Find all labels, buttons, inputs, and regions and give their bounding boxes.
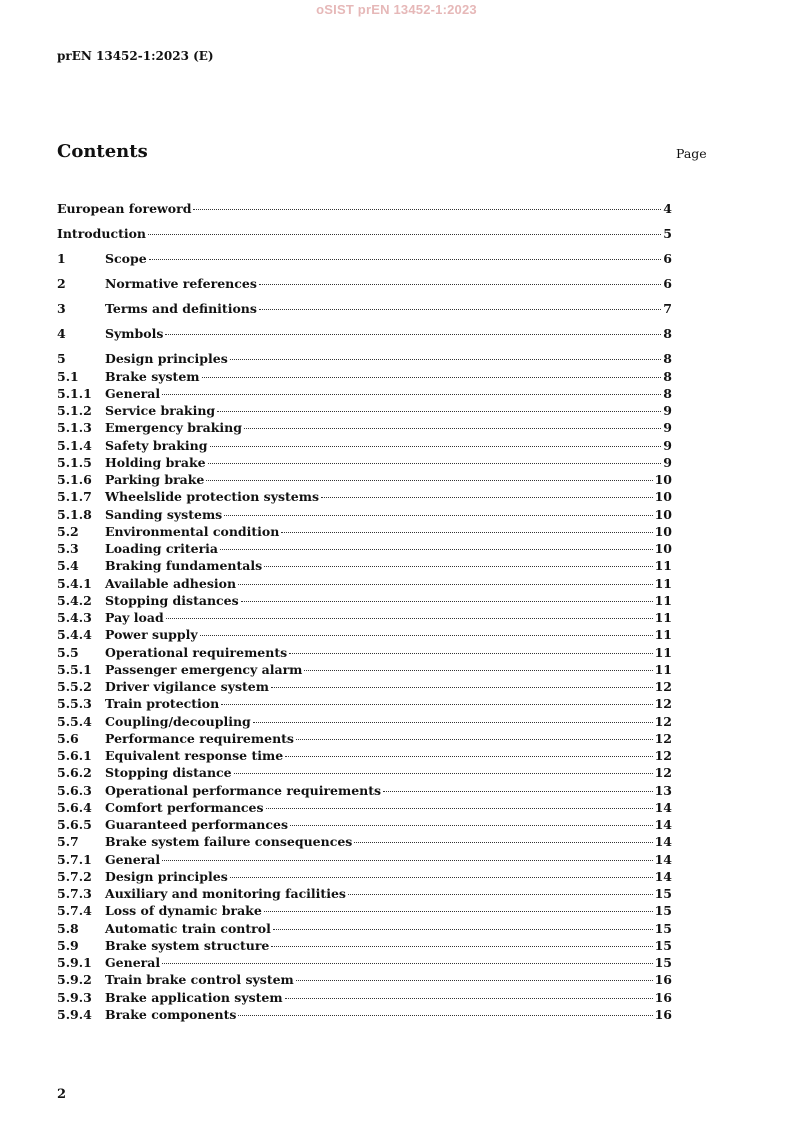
toc-entry-title: Service braking	[105, 403, 216, 419]
toc-entry[interactable]	[57, 557, 672, 574]
toc-entry[interactable]	[57, 678, 672, 695]
toc-entry-page: 9	[663, 420, 672, 436]
toc-dot-leader	[285, 755, 652, 757]
toc-entry[interactable]	[57, 644, 672, 661]
toc-entry[interactable]	[57, 350, 672, 367]
toc-entry-title: Passenger emergency alarm	[105, 661, 303, 677]
toc-entry-title: Environmental condition	[105, 523, 280, 539]
toc-dot-leader	[238, 1014, 652, 1016]
toc-entry-page: 14	[654, 799, 672, 815]
toc-entry[interactable]	[57, 368, 672, 385]
toc-entry[interactable]	[57, 713, 672, 730]
toc-entry-number: 5.7	[57, 834, 79, 850]
toc-entry[interactable]	[57, 902, 672, 919]
toc-dot-leader	[148, 233, 661, 235]
toc-entry-number: 5	[57, 351, 66, 367]
toc-entry-title: Power supply	[105, 627, 198, 643]
toc-entry-page: 12	[654, 713, 672, 729]
toc-entry-page: 10	[654, 523, 672, 539]
toc-entry[interactable]	[57, 885, 672, 902]
toc-entry-page: 10	[654, 506, 672, 522]
toc-entry[interactable]	[57, 250, 672, 267]
toc-entry-page: 11	[654, 575, 672, 591]
toc-entry-page: 12	[654, 679, 672, 695]
toc-entry[interactable]	[57, 833, 672, 850]
toc-entry-title: Brake system structure	[105, 937, 270, 953]
toc-entry[interactable]	[57, 300, 672, 317]
toc-entry-number: 5.1.2	[57, 403, 92, 419]
toc-entry-number: 5.9.4	[57, 1006, 92, 1022]
toc-entry-title: Brake system failure consequences	[105, 834, 353, 850]
toc-entry-title: Braking fundamentals	[105, 558, 263, 574]
toc-dot-leader	[321, 496, 653, 498]
toc-entry-title: Stopping distances	[105, 592, 239, 608]
toc-dot-leader	[271, 686, 653, 688]
document-id: prEN 13452-1:2023 (E)	[57, 49, 214, 63]
toc-entry-number: 5.1.1	[57, 385, 92, 401]
toc-entry-title: Performance requirements	[105, 730, 294, 746]
toc-dot-leader	[149, 258, 662, 260]
toc-entry-number: 5.7.1	[57, 851, 92, 867]
toc-entry-title: Brake application system	[105, 989, 283, 1005]
toc-entry[interactable]	[57, 782, 672, 799]
toc-entry-page: 10	[654, 472, 672, 488]
toc-entry-page: 15	[654, 920, 672, 936]
toc-entry-title: Auxiliary and monitoring facilities	[105, 886, 346, 902]
toc-entry[interactable]	[57, 868, 672, 885]
toc-dot-leader	[289, 652, 652, 654]
toc-entry-number: 5.1	[57, 368, 79, 384]
toc-entry-title: Loading criteria	[105, 541, 219, 557]
toc-entry[interactable]	[57, 488, 672, 505]
toc-entry-number: 5.1.7	[57, 489, 92, 505]
toc-entry-number: 5.9.3	[57, 989, 92, 1005]
toc-entry-page: 15	[654, 886, 672, 902]
toc-entry-page: 8	[663, 368, 672, 384]
toc-entry-page: 11	[654, 661, 672, 677]
toc-entry[interactable]	[57, 540, 672, 557]
toc-entry[interactable]	[57, 626, 672, 643]
toc-entry-page: 12	[654, 730, 672, 746]
toc-entry-number: 4	[57, 326, 66, 342]
toc-entry-page: 14	[654, 817, 672, 833]
toc-dot-leader	[206, 479, 652, 481]
toc-entry-number: 2	[57, 276, 66, 292]
toc-entry-page: 11	[654, 610, 672, 626]
toc-entry-page: 8	[663, 351, 672, 367]
toc-entry-title: Introduction	[57, 226, 147, 242]
toc-entry-page: 8	[663, 385, 672, 401]
toc-entry-number: 5.6.4	[57, 799, 92, 815]
toc-entry-page: 6	[663, 251, 672, 267]
table-of-contents	[57, 200, 672, 1023]
toc-entry[interactable]	[57, 575, 672, 592]
toc-entry-title: Stopping distance	[105, 765, 232, 781]
toc-dot-leader	[234, 772, 653, 774]
toc-dot-leader	[354, 841, 652, 843]
toc-dot-leader	[208, 462, 662, 464]
toc-entry-number: 5.4.4	[57, 627, 92, 643]
toc-dot-leader	[304, 669, 652, 671]
toc-entry-title: Pay load	[105, 610, 164, 626]
toc-entry-number: 5.9.1	[57, 955, 92, 971]
toc-dot-leader	[264, 565, 652, 567]
toc-entry[interactable]	[57, 764, 672, 781]
toc-entry[interactable]	[57, 661, 672, 678]
toc-dot-leader	[200, 634, 653, 636]
toc-entry-number: 3	[57, 301, 66, 317]
toc-dot-leader	[264, 910, 653, 912]
toc-entry-title: Guaranteed performances	[105, 817, 289, 833]
toc-entry-title: European foreword	[57, 201, 192, 216]
toc-entry-title: Terms and definitions	[105, 301, 257, 317]
toc-entry[interactable]	[57, 1006, 672, 1023]
toc-entry-title: Comfort performances	[105, 799, 264, 815]
toc-entry-title: Symbols	[105, 326, 164, 342]
toc-entry-title: Safety braking	[105, 437, 208, 453]
toc-dot-leader	[165, 333, 661, 335]
toc-entry-title: Coupling/decoupling	[105, 713, 251, 729]
toc-entry-page: 9	[663, 454, 672, 470]
toc-dot-leader	[220, 548, 653, 550]
toc-entry-page: 16	[654, 972, 672, 988]
toc-entry-title: Operational requirements	[105, 644, 288, 660]
toc-entry[interactable]	[57, 695, 672, 712]
toc-dot-leader	[296, 979, 653, 981]
toc-dot-leader	[383, 790, 653, 792]
toc-entry-page: 6	[663, 276, 672, 292]
toc-entry-title: Design principles	[105, 868, 228, 884]
toc-entry[interactable]	[57, 402, 672, 419]
toc-entry-number: 5.6	[57, 730, 79, 746]
toc-entry-page: 15	[654, 955, 672, 971]
toc-dot-leader	[266, 807, 653, 809]
toc-entry-title: Normative references	[105, 276, 257, 292]
toc-entry-number: 5.9	[57, 937, 79, 953]
toc-dot-leader	[224, 514, 652, 516]
toc-entry-number: 5.5.1	[57, 661, 92, 677]
toc-entry-number: 5.5.3	[57, 696, 92, 712]
toc-entry-title: Emergency braking	[105, 420, 242, 436]
toc-entry-page: 12	[654, 748, 672, 764]
toc-entry[interactable]	[57, 816, 672, 833]
toc-dot-leader	[162, 393, 661, 395]
toc-entry[interactable]	[57, 730, 672, 747]
toc-entry-number: 5.2	[57, 523, 79, 539]
toc-entry-title: Loss of dynamic brake	[105, 903, 262, 919]
toc-entry-page: 9	[663, 437, 672, 453]
toc-dot-leader	[210, 445, 662, 447]
toc-dot-leader	[221, 703, 652, 705]
toc-dot-leader	[162, 962, 652, 964]
toc-dot-leader	[193, 208, 661, 210]
toc-entry-title: Equivalent response time	[105, 748, 284, 764]
toc-entry-number: 5.7.3	[57, 886, 92, 902]
footer-page-number: 2	[57, 1087, 67, 1102]
toc-entry-page: 14	[654, 868, 672, 884]
toc-entry-title: Driver vigilance system	[105, 679, 269, 695]
toc-entry-number: 5.5.4	[57, 713, 92, 729]
toc-entry-number: 5.7.4	[57, 903, 92, 919]
toc-entry-number: 5.4	[57, 558, 79, 574]
toc-entry-page: 15	[654, 937, 672, 953]
toc-entry[interactable]	[57, 971, 672, 988]
toc-entry-page: 8	[663, 326, 672, 342]
toc-entry-title: Operational performance requirements	[105, 782, 382, 798]
toc-entry-page: 15	[654, 903, 672, 919]
toc-entry-number: 5.1.5	[57, 454, 92, 470]
toc-dot-leader	[202, 376, 662, 378]
toc-entry-page: 10	[654, 489, 672, 505]
toc-dot-leader	[238, 583, 653, 585]
toc-entry-title: Wheelslide protection systems	[105, 489, 319, 505]
toc-entry-number: 1	[57, 251, 66, 267]
toc-entry-title: General	[105, 851, 161, 867]
toc-entry[interactable]	[57, 937, 672, 954]
toc-entry-page: 11	[654, 558, 672, 574]
toc-entry[interactable]	[57, 419, 672, 436]
toc-entry-title: Available adhesion	[105, 575, 237, 591]
toc-dot-leader	[271, 945, 652, 947]
toc-entry[interactable]	[57, 523, 672, 540]
toc-entry[interactable]	[57, 454, 672, 471]
toc-dot-leader	[285, 997, 653, 999]
toc-entry[interactable]	[57, 920, 672, 937]
toc-entry[interactable]	[57, 325, 672, 342]
toc-entry-page: 12	[654, 696, 672, 712]
toc-entry[interactable]	[57, 609, 672, 626]
toc-entry-number: 5.9.2	[57, 972, 92, 988]
toc-entry-number: 5.6.5	[57, 817, 92, 833]
toc-dot-leader	[253, 721, 653, 723]
toc-entry-title: Train protection	[105, 696, 220, 712]
toc-dot-leader	[241, 600, 653, 602]
toc-entry-number: 5.3	[57, 541, 79, 557]
toc-entry-title: Holding brake	[105, 454, 206, 470]
toc-entry-page: 14	[654, 851, 672, 867]
toc-dot-leader	[259, 308, 661, 310]
toc-entry[interactable]	[57, 506, 672, 523]
toc-dot-leader	[230, 876, 653, 878]
toc-entry-number: 5.5.2	[57, 679, 92, 695]
toc-entry-number: 5.4.1	[57, 575, 92, 591]
toc-entry[interactable]	[57, 747, 672, 764]
toc-entry-page: 14	[654, 834, 672, 850]
toc-entry-number: 5.1.8	[57, 506, 92, 522]
toc-entry-page: 11	[654, 644, 672, 660]
toc-entry-page: 13	[654, 782, 672, 798]
toc-dot-leader	[217, 410, 661, 412]
watermark: oSIST prEN 13452-1:2023	[316, 2, 477, 17]
toc-entry-page: 16	[654, 1006, 672, 1022]
toc-entry[interactable]	[57, 437, 672, 454]
toc-dot-leader	[166, 617, 653, 619]
page-column-label: Page	[676, 146, 707, 161]
toc-entry[interactable]	[57, 471, 672, 488]
toc-entry-page: 11	[654, 592, 672, 608]
toc-entry-title: Design principles	[105, 351, 228, 367]
toc-entry-page: 7	[663, 301, 672, 317]
toc-entry[interactable]	[57, 225, 672, 242]
toc-entry-title: Scope	[105, 251, 147, 267]
toc-dot-leader	[162, 859, 652, 861]
toc-entry[interactable]	[57, 200, 672, 217]
toc-dot-leader	[348, 893, 653, 895]
toc-entry-page: 9	[663, 403, 672, 419]
toc-entry-page: 11	[654, 627, 672, 643]
toc-entry[interactable]	[57, 851, 672, 868]
toc-entry-number: 5.4.2	[57, 592, 92, 608]
toc-entry[interactable]	[57, 954, 672, 971]
toc-entry-title: General	[105, 385, 161, 401]
toc-dot-leader	[273, 928, 653, 930]
toc-entry-title: Brake components	[105, 1006, 237, 1022]
toc-entry-title: Parking brake	[105, 472, 205, 488]
toc-dot-leader	[281, 531, 652, 533]
toc-entry-number: 5.5	[57, 644, 79, 660]
toc-entry-number: 5.6.3	[57, 782, 92, 798]
toc-entry-page: 5	[663, 226, 672, 242]
toc-entry[interactable]	[57, 275, 672, 292]
toc-dot-leader	[296, 738, 653, 740]
toc-entry-number: 5.1.4	[57, 437, 92, 453]
toc-entry-number: 5.7.2	[57, 868, 92, 884]
toc-entry-title: Train brake control system	[105, 972, 294, 988]
toc-dot-leader	[290, 824, 653, 826]
toc-entry[interactable]	[57, 385, 672, 402]
toc-entry[interactable]	[57, 989, 672, 1006]
toc-entry-number: 5.4.3	[57, 610, 92, 626]
toc-entry-title: Sanding systems	[105, 506, 223, 522]
contents-title: Contents	[57, 141, 148, 162]
toc-entry[interactable]	[57, 592, 672, 609]
toc-entry-number: 5.6.2	[57, 765, 92, 781]
toc-dot-leader	[259, 283, 661, 285]
toc-entry-number: 5.1.6	[57, 472, 92, 488]
toc-entry-title: Automatic train control	[105, 920, 271, 936]
toc-entry-title: General	[105, 955, 161, 971]
toc-entry-page: 10	[654, 541, 672, 557]
toc-entry-page: 12	[654, 765, 672, 781]
toc-entry-number: 5.1.3	[57, 420, 92, 436]
toc-entry-page: 16	[654, 989, 672, 1005]
toc-dot-leader	[244, 427, 661, 429]
toc-entry-number: 5.6.1	[57, 748, 92, 764]
toc-entry[interactable]	[57, 799, 672, 816]
toc-entry-title: Brake system	[105, 368, 200, 384]
toc-entry-number: 5.8	[57, 920, 79, 936]
toc-dot-leader	[230, 358, 662, 360]
toc-entry-page: 4	[663, 201, 672, 216]
